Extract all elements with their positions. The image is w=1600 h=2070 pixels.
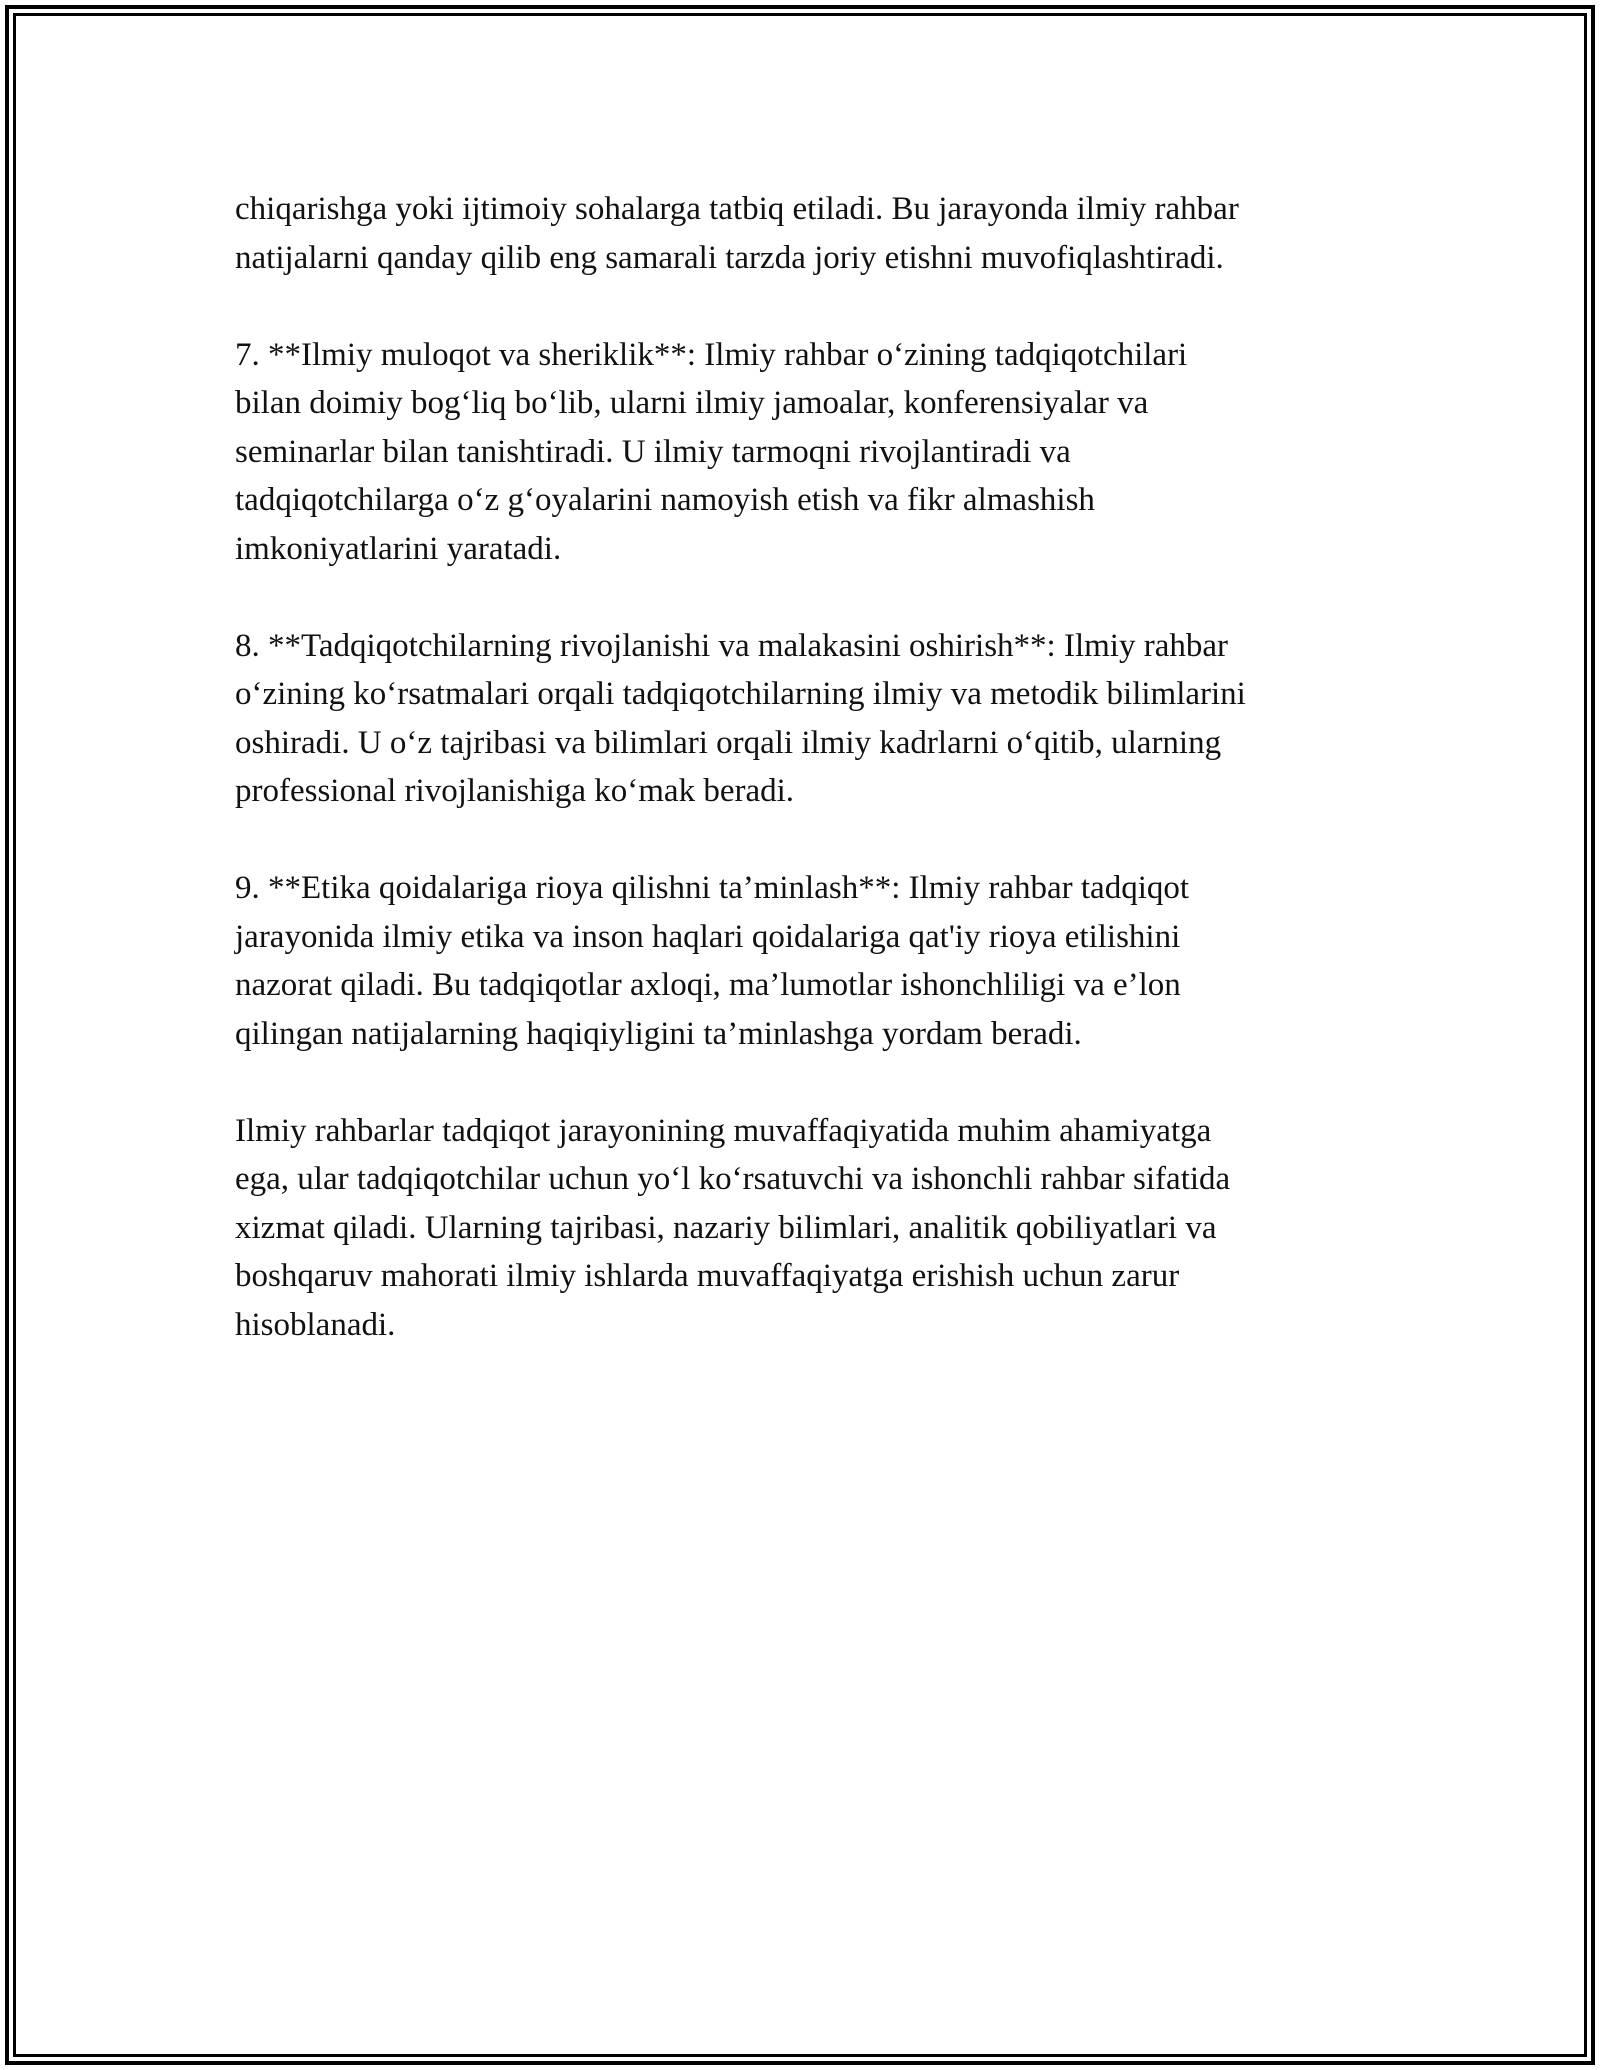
text-line: chiqarishga yoki ijtimoiy sohalarga tatbiq etiladi. Bu jarayonda ilmiy rahbar <box>235 191 1239 227</box>
paragraph-item-8 <box>235 622 1375 816</box>
text-line: hisoblanadi. <box>235 1306 396 1343</box>
text-line: bilan doimiy bog‘liq bo‘lib, ularni ilmiy jamoalar, konferensiyalar va <box>235 385 1149 421</box>
paragraph-continuation <box>235 185 1375 282</box>
text-line: boshqaruv mahorati ilmiy ishlarda muvaffaqiyatga erishish uchun zarur <box>235 1258 1180 1294</box>
document-body <box>235 185 1375 1398</box>
text-line: Ilmiy rahbarlar tadqiqot jarayonining muvaffaqiyatida muhim ahamiyatga <box>235 1112 1212 1149</box>
paragraph-item-9 <box>235 864 1375 1058</box>
paragraph-conclusion <box>235 1107 1375 1350</box>
text-line: jarayonida ilmiy etika va inson haqlari qoidalariga qat'iy rioya etilishini <box>235 918 1181 955</box>
text-line: 7. **Ilmiy muloqot va sheriklik**: Ilmiy rahbar o‘zining tadqiqotchilari <box>235 336 1188 373</box>
text-line: natijalarni qanday qilib eng samarali tarzda joriy etishni muvofiqlashtiradi. <box>235 239 1224 276</box>
text-line: tadqiqotchilarga o‘z g‘oyalarini namoyish etish va fikr almashish <box>235 482 1095 518</box>
text-line: nazorat qiladi. Bu tadqiqotlar axloqi, ma’lumotlar ishonchliligi va e’lon <box>235 967 1181 1003</box>
text-line: o‘zining ko‘rsatmalari orqali tadqiqotchilarning ilmiy va metodik bilimlarini <box>235 676 1246 712</box>
text-line: seminarlar bilan tanishtiradi. U ilmiy tarmoqni rivojlantiradi va <box>235 433 1071 470</box>
paragraph-item-7 <box>235 331 1375 574</box>
text-line: 8. **Tadqiqotchilarning rivojlanishi va malakasini oshirish**: Ilmiy rahbar <box>235 627 1228 664</box>
text-line: ega, ular tadqiqotchilar uchun yo‘l ko‘rsatuvchi va ishonchli rahbar sifatida <box>235 1161 1231 1197</box>
text-line: 9. **Etika qoidalariga rioya qilishni ta’minlash**: Ilmiy rahbar tadqiqot <box>235 870 1190 906</box>
text-line: professional rivojlanishiga ko‘mak beradi. <box>235 773 795 809</box>
text-line: qilingan natijalarning haqiqiyligini ta’minlashga yordam beradi. <box>235 1015 1082 1052</box>
text-line: xizmat qiladi. Ularning tajribasi, nazariy bilimlari, analitik qobiliyatlari va <box>235 1209 1217 1246</box>
text-line: imkoniyatlarini yaratadi. <box>235 530 562 567</box>
text-line: oshiradi. U o‘z tajribasi va bilimlari orqali ilmiy kadrlarni o‘qitib, ularning <box>235 724 1222 761</box>
